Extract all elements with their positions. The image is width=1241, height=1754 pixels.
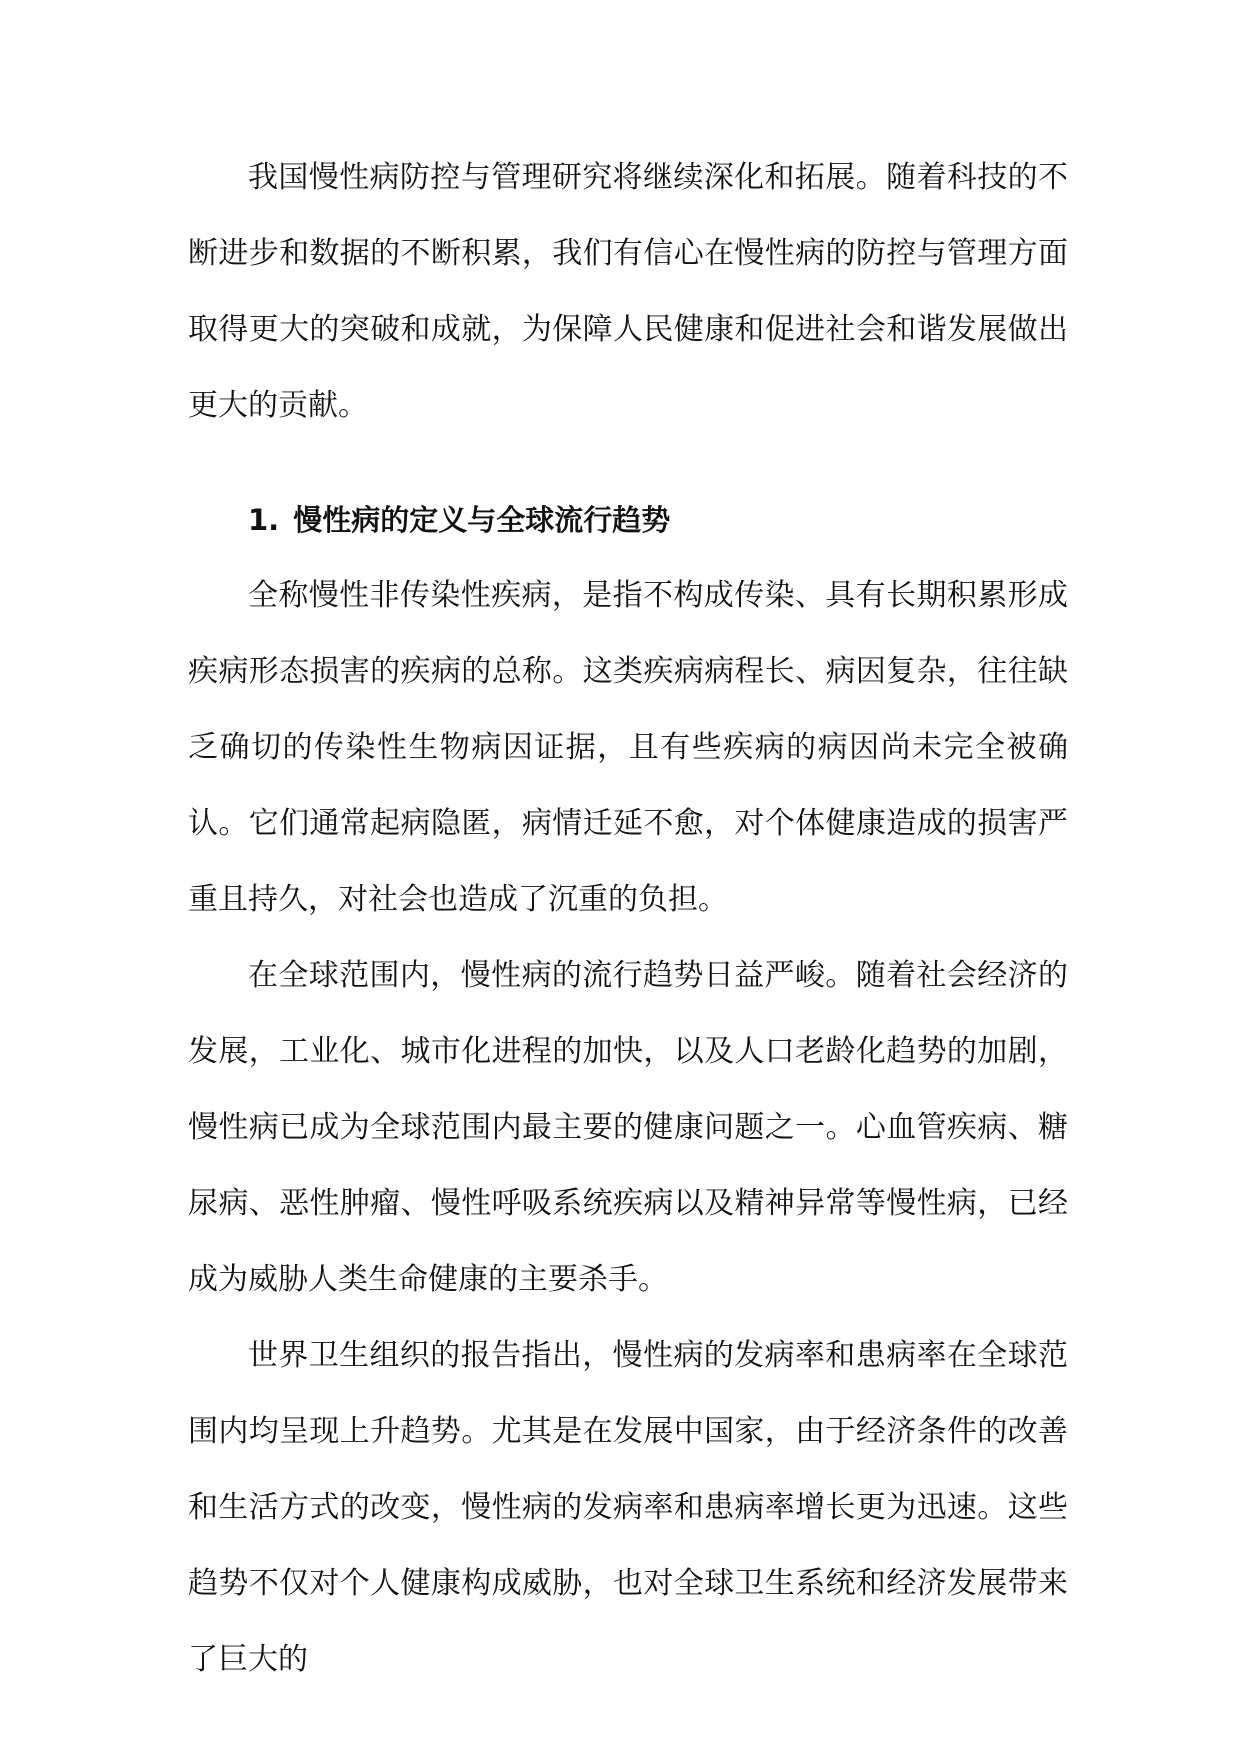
paragraph-global-trend: 在全球范围内，慢性病的流行趋势日益严峻。随着社会经济的发展，工业化、城市化进程的加快，以及人口老龄化趋势的加剧，慢性病已成为全球范围内最主要的健康问题之一。心血管疾病、糖尿病、恶性肿瘤、慢性呼吸系统疾病以及精神异常等慢性病，已经成为威胁人类生命健康的主要杀手。 bbox=[188, 958, 1068, 1297]
paragraph-who-report: 世界卫生组织的报告指出，慢性病的发病率和患病率在全球范围内均呈现上升趋势。尤其是在发展中国家，由于经济条件的改善和生活方式的改变，慢性病的发病率和患病率增长更为迅速。这些趋势不仅对个人健康构成威胁，也对全球卫生系统和经济发展带来了巨大的 bbox=[188, 1338, 1068, 1677]
document-body bbox=[188, 140, 1068, 1698]
section-heading bbox=[188, 482, 1068, 558]
paragraph-intro: 我国慢性病防控与管理研究将继续深化和拓展。随着科技的不断进步和数据的不断积累，我们有信心在慢性病的防控与管理方面取得更大的突破和成就，为保障人民健康和促进社会和谐发展做出更大的贡献。 bbox=[188, 160, 1068, 423]
section-title: 慢性病的定义与全球流行趋势 bbox=[293, 503, 671, 537]
section-number: 1. bbox=[248, 503, 280, 537]
paragraph-definition: 全称慢性非传染性疾病，是指不构成传染、具有长期积累形成疾病形态损害的疾病的总称。这类疾病病程长、病因复杂，往往缺乏确切的传染性生物病因证据，且有些疾病的病因尚未完全被确认。它们通常起病隐匿，病情迁延不愈，对个体健康造成的损害严重且持久，对社会也造成了沉重的负担。 bbox=[188, 578, 1068, 917]
